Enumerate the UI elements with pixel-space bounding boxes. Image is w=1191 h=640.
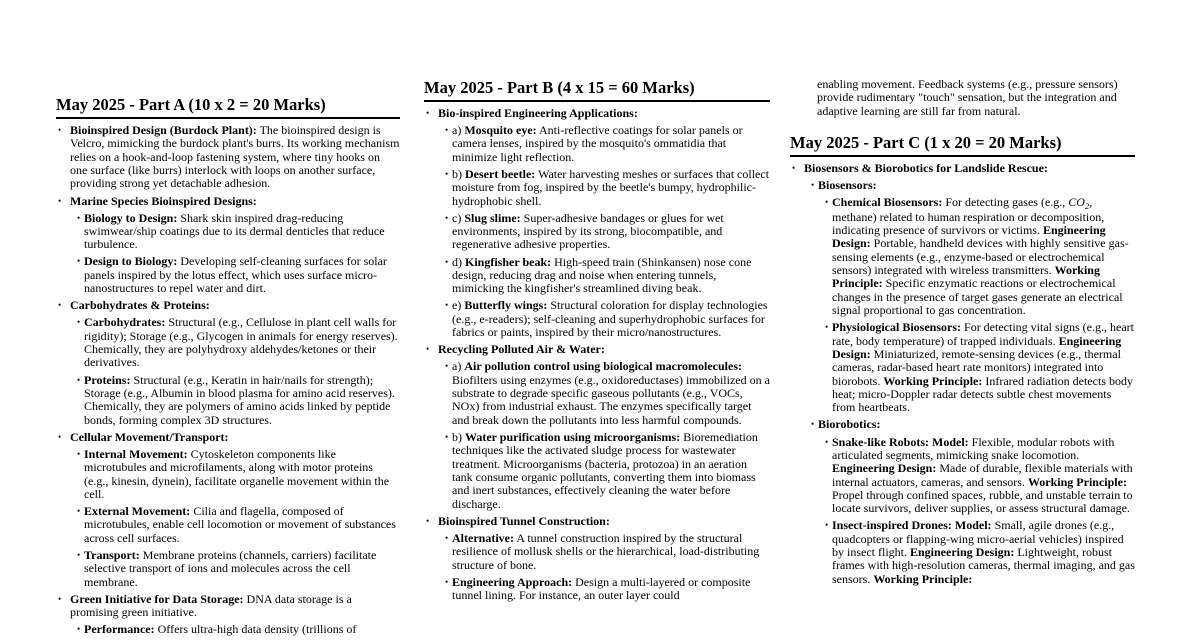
column-part-b — [424, 78, 770, 606]
bold-run: Working Principle: — [832, 263, 1100, 291]
text-run: Cilia and flagella, composed of microtubules, enable cell locomotion or movement of substances across cell surfaces. — [84, 504, 396, 545]
list-item — [445, 576, 770, 603]
bold-run: Working Principle: — [873, 571, 973, 586]
item-text — [70, 298, 210, 312]
list-item — [56, 124, 400, 191]
math-run: 2 — [1084, 200, 1090, 211]
text-run: A tunnel construction inspired by the structural resilience of mollusk shells or the hierarchical, load-distributing structure of bone. — [452, 530, 760, 572]
bullet-icon: • — [445, 532, 449, 543]
bold-run: Engineering Approach: — [452, 574, 573, 589]
item-text — [84, 373, 395, 427]
list-item — [445, 256, 770, 296]
text-run: c) — [452, 210, 465, 225]
bold-run: Biosensors: — [818, 178, 877, 193]
list-item — [77, 448, 400, 501]
bold-run: Engineering Design: — [832, 461, 937, 476]
bold-run: Biorobotics: — [818, 417, 881, 432]
list-item — [445, 431, 770, 511]
text-run: b) — [452, 429, 465, 444]
list-item — [424, 343, 770, 356]
bold-run: Chemical Biosensors: — [832, 195, 943, 210]
text-run: Shark skin inspired drag-reducing swimwear/ship coatings due to its dermal denticles that reduce turbulence. — [84, 210, 385, 252]
bullet-icon: • — [77, 624, 81, 635]
bold-run: Engineering Design: — [832, 223, 1106, 251]
bold-run: Transport: — [84, 547, 140, 562]
text-run: Design a multi-layered or composite tunnel lining. For instance, an outer layer could — [452, 574, 751, 603]
list-item — [811, 418, 1135, 431]
bold-run: Alternative: — [452, 530, 514, 545]
bullet-icon: • — [811, 180, 815, 191]
bullet-icon: • — [58, 125, 62, 135]
section-heading: May 2025 - Part B (4 x 15 = 60 Marks) — [424, 78, 770, 102]
item-text — [452, 531, 759, 572]
bold-run: External Movement: — [84, 504, 191, 519]
list-item — [825, 196, 1135, 317]
column-part-a — [56, 95, 400, 640]
item-text — [452, 359, 770, 426]
bullet-icon: • — [445, 361, 449, 372]
text-run: enabling movement. Feedback systems (e.g., pressure sensors) provide rudimentary "touch" sensation, but the integration and adaptive learning are still far from natural. — [817, 77, 1118, 118]
item-text — [84, 211, 385, 252]
item-text — [804, 161, 1048, 175]
text-run: a) — [452, 123, 465, 138]
bold-run: Design to Biology: — [84, 254, 178, 269]
bold-run: Engineering Design: — [832, 333, 1122, 361]
item-text — [452, 430, 758, 511]
bold-run: Recycling Polluted Air & Water: — [438, 342, 605, 357]
item-text — [438, 342, 605, 356]
section-heading: May 2025 - Part A (10 x 2 = 20 Marks) — [56, 95, 400, 119]
text-run: Lightweight, robust frames with high-resolution cameras, thermal imaging, and gas sensors. — [832, 545, 1135, 586]
bold-run: Desert beetle: — [465, 166, 536, 181]
bold-run: Bioinspired Tunnel Construction: — [438, 513, 610, 528]
item-text — [817, 77, 1118, 118]
bold-run: Air pollution control using biological macromolecules: — [464, 359, 742, 374]
bullet-icon: • — [445, 300, 449, 311]
item-text — [818, 417, 880, 431]
list-item — [445, 299, 770, 339]
bullet-icon: • — [77, 256, 81, 267]
list-item — [56, 195, 400, 208]
list-item — [77, 316, 400, 369]
text-run: Portable, handheld devices with highly sensitive gas-sensing elements (e.g., enzyme-based or electrochemical sensors) integrated with wireless transmitters. — [832, 236, 1129, 278]
item-text — [84, 447, 389, 501]
item-text — [452, 123, 743, 164]
bullet-icon: • — [77, 448, 81, 459]
bullet-icon: • — [445, 168, 449, 179]
list-item — [77, 255, 400, 295]
text-run: Specific enzymatic reactions or electrochemical changes in the presence of target gases generate an electrical signal proportional to gas concentration. — [832, 276, 1123, 318]
bold-run: Working Principle: — [1027, 474, 1127, 489]
bold-run: Biosensors & Biorobotics for Landslide Rescue: — [804, 161, 1048, 176]
text-run: Anti-reflective coatings for solar panels or camera lenses, inspired by the mosquito's ommatidia that minimize light reflection. — [452, 123, 743, 164]
bold-run: Carbohydrates & Proteins: — [70, 298, 210, 313]
text-run: The bioinspired design is Velcro, mimicking the burdock plant's burrs. Its working mechanism relies on a hook-and-loop fastening system, where tiny hooks on one surface (like burrs) interlock with loops on another surface, providing strong yet detachable adhesion. — [70, 123, 400, 191]
bullet-icon: • — [58, 593, 62, 604]
item-text — [452, 255, 751, 296]
column-part-c — [790, 78, 1135, 590]
list-item — [790, 162, 1135, 175]
list-item — [56, 431, 400, 444]
bold-run: Slug slime: — [464, 210, 521, 225]
bullet-icon: • — [77, 317, 81, 328]
bullet-icon: • — [811, 419, 815, 430]
list-item — [77, 212, 400, 252]
text-run: d) — [452, 254, 465, 269]
bold-run: Green Initiative for Data Storage: — [70, 591, 244, 606]
item-text — [832, 435, 1133, 516]
list-item — [445, 360, 770, 427]
bullet-icon: • — [825, 197, 829, 208]
text-run: a) — [452, 359, 465, 374]
text-run: Miniaturized, remote-sensing devices (e.g., thermal cameras, radar-based heart rate monitors) integrated into biorobots. — [832, 346, 1121, 388]
bold-run: Bioinspired Design (Burdock Plant): — [70, 123, 257, 137]
text-run: Small, agile drones (e.g., quadcopters or flapping-wing micro-aerial vehicles) inspired by insect flight. — [832, 518, 1124, 560]
bullet-icon: • — [445, 256, 449, 267]
bold-run: Performance: — [84, 622, 155, 637]
list-item — [811, 179, 1135, 192]
bold-run: Water purification using microorganisms: — [465, 429, 681, 444]
bold-run: Carbohydrates: — [84, 315, 166, 330]
text-run: High-speed train (Shinkansen) nose cone design, reducing drag and noise when entering tunnels, mimicking the kingfisher's streamlined diving beak. — [452, 254, 752, 296]
continuation-paragraph — [817, 78, 1135, 118]
text-run: Developing self-cleaning surfaces for solar panels inspired by the lotus effect, which uses surface micro-nanostructures to repel water and dirt. — [84, 254, 387, 296]
bullet-icon: • — [58, 300, 62, 311]
math-run: CO — [1068, 195, 1085, 210]
list-item — [825, 519, 1135, 586]
item-text — [84, 548, 376, 589]
item-text — [84, 622, 356, 636]
bold-run: Working Principle: — [883, 373, 983, 388]
item-text — [70, 430, 229, 444]
bullet-icon: • — [426, 344, 430, 355]
bullet-icon: • — [426, 515, 430, 526]
list-item — [825, 321, 1135, 414]
text-run: Propel through confined spaces, rubble, and unstable terrain to locate survivors, deliver supplies, or assess structural damage. — [832, 487, 1133, 516]
item-text — [438, 106, 638, 120]
bullet-icon: • — [77, 212, 81, 223]
bullet-icon: • — [77, 506, 81, 517]
text-run: Membrane proteins (channels, carriers) facilitate selective transport of ions and molecules across the cell membrane. — [84, 547, 377, 589]
item-text — [452, 298, 768, 339]
bullet-icon: • — [825, 520, 829, 531]
text-run: Flexible, modular robots with articulated segments, mimicking snake locomotion. — [832, 434, 1115, 462]
list-item — [56, 299, 400, 312]
text-run: Super-adhesive bandages or glues for wet environments, inspired by its strong, biocompatible, and regenerative adhesive properties. — [452, 210, 724, 252]
text-run: For detecting gases (e.g., — [942, 195, 1069, 210]
item-text — [438, 514, 610, 528]
text-run: Structural coloration for display technologies (e.g., e-readers); self-cleaning and superhydrophobic surfaces for fabrics or paints, inspired by their micro/nanostructures. — [452, 298, 768, 340]
list-item — [77, 374, 400, 427]
bold-run: Kingfisher beak: — [465, 254, 552, 269]
bullet-icon: • — [426, 108, 430, 118]
list-item — [424, 515, 770, 528]
item-text — [70, 592, 352, 619]
text-run: e) — [452, 298, 465, 313]
bold-run: Biology to Design: — [84, 210, 178, 225]
bold-run: Cellular Movement/Transport: — [70, 429, 229, 444]
bullet-icon: • — [77, 374, 81, 385]
bold-run: Internal Movement: — [84, 446, 188, 461]
bold-run: Engineering Design: — [910, 545, 1015, 560]
list-item — [445, 124, 770, 164]
item-text — [832, 320, 1134, 414]
text-run: Bioremediation techniques like the activated sludge process for wastewater treatment. Microorganisms (bacteria, protozoa) in an aeration tank consume organic pollutants, converting them into biomass and inert substances, effectively cleaning the water before discharge. — [452, 429, 758, 511]
bold-run: Proteins: — [84, 372, 131, 387]
bullet-icon: • — [58, 431, 62, 442]
text-run: , methane) related to human respiration or decomposition, indicating presence of survivors or victims. — [832, 195, 1105, 237]
text-run: Structural (e.g., Cellulose in plant cell walls for rigidity); Storage (e.g., Glycogen in animals for energy reserves). Chemically, they are polyhydroxy aldehydes/ketones or their derivatives. — [84, 315, 398, 370]
list-item — [77, 505, 400, 545]
bold-run: Bio-inspired Engineering Applications: — [438, 106, 638, 120]
bullet-icon: • — [77, 549, 81, 560]
text-run: Cytoskeleton components like microtubules and microfilaments, along with motor proteins (e.g., kinesin, dynein), facilitate organelle movement within the cell. — [84, 446, 390, 501]
bold-run: Marine Species Bioinspired Designs: — [70, 193, 257, 208]
item-text — [452, 167, 769, 208]
bullet-icon: • — [58, 195, 62, 206]
list-item — [77, 623, 400, 636]
list-item — [445, 212, 770, 252]
bold-run: Physiological Biosensors: — [832, 320, 962, 335]
section-heading: May 2025 - Part C (1 x 20 = 20 Marks) — [790, 133, 1135, 157]
bullet-icon: • — [445, 576, 449, 587]
bold-run: Butterfly wings: — [464, 298, 548, 313]
bullet-icon: • — [445, 125, 449, 136]
bullet-icon: • — [445, 431, 449, 442]
bold-run: Mosquito eye: — [464, 123, 537, 138]
bullet-icon: • — [825, 436, 829, 447]
text-run: DNA data storage is a promising green initiative. — [70, 591, 352, 620]
item-text — [452, 575, 750, 602]
bullet-icon: • — [445, 212, 449, 223]
text-run: Made of durable, flexible materials with internal actuators, cameras, and sensors. — [832, 461, 1133, 489]
list-item — [56, 593, 400, 620]
item-text — [84, 254, 387, 295]
list-item — [77, 549, 400, 589]
bullet-icon: • — [825, 322, 829, 333]
item-text — [818, 178, 877, 192]
item-text — [70, 194, 257, 208]
item-text — [70, 123, 399, 190]
bold-run: Insect-inspired Drones: Model: — [832, 518, 992, 533]
list-item — [445, 168, 770, 208]
item-text — [832, 518, 1135, 585]
text-run: Water harvesting meshes or surfaces that collect moisture from fog, inspired by the beetle's bumpy, hydrophilic-hydrophobic shell. — [452, 166, 770, 208]
bullet-icon: • — [792, 163, 796, 174]
text-run: Structural (e.g., Keratin in hair/nails for strength); Storage (e.g., Albumin in blood plasma for amino acid reserves). Chemically, they are polymers of amino acids linked by peptide bonds, forming complex 3D structures. — [84, 372, 395, 427]
text-run: b) — [452, 166, 465, 181]
bold-run: Snake-like Robots: Model: — [832, 434, 969, 449]
text-run: Biofilters using enzymes (e.g., oxidoreductases) immobilized on a substrate to degrade specific gaseous pollutants (e.g., VOCs, NOx) from industrial exhaust. The enzymes specifically target and break down the pollutants into less harmful compounds. — [452, 372, 770, 427]
text-run: Infrared radiation detects body heat; micro-Doppler radar detects subtle chest movements from heartbeats. — [832, 373, 1133, 415]
item-text — [84, 315, 398, 369]
list-item — [825, 436, 1135, 516]
item-text — [84, 504, 396, 545]
item-text — [452, 211, 724, 252]
item-text — [832, 195, 1129, 317]
text-run: For detecting vital signs (e.g., heart rate, body temperature) of trapped individuals. — [832, 320, 1134, 348]
text-run: Offers ultra-high data density (trillions of — [154, 622, 357, 637]
list-item — [445, 532, 770, 572]
list-item — [424, 107, 770, 120]
